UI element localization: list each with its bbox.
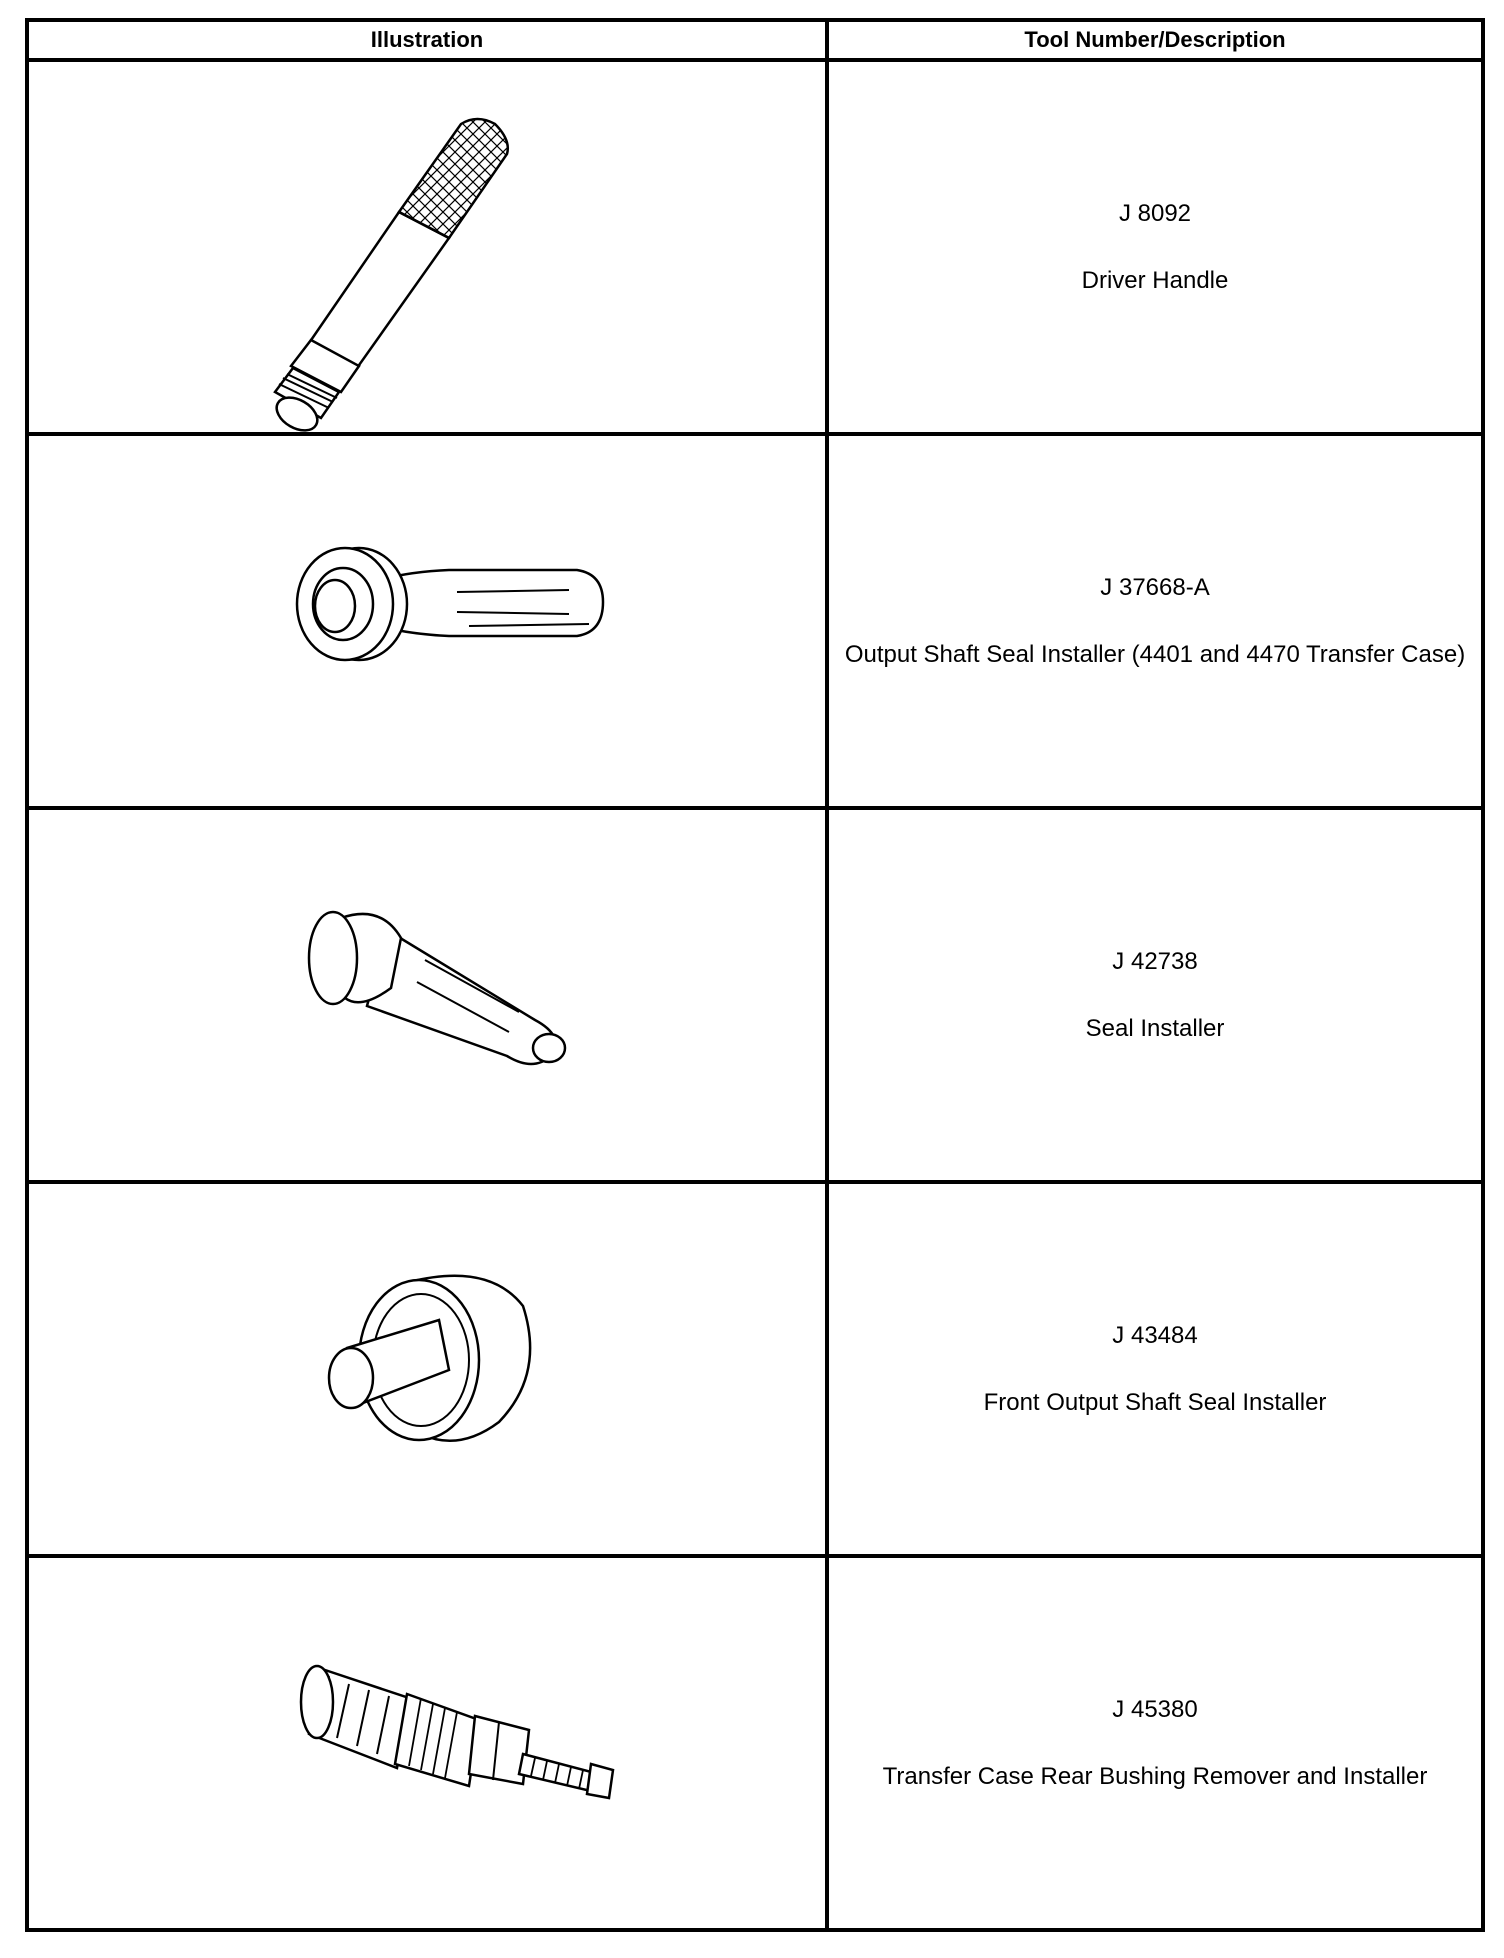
output-shaft-seal-installer-illustration xyxy=(29,436,829,806)
description-cell xyxy=(827,1556,1483,1930)
description-cell xyxy=(827,808,1483,1182)
illustration-cell xyxy=(27,808,827,1182)
tool-number: J 45380 xyxy=(1112,1695,1198,1723)
tool-description: Front Output Shaft Seal Installer xyxy=(983,1388,1327,1416)
tool-description: Driver Handle xyxy=(1081,266,1229,294)
table-row xyxy=(27,60,1483,434)
header-row xyxy=(27,20,1483,60)
tool-number: J 37668-A xyxy=(1100,573,1210,601)
description-cell xyxy=(827,1182,1483,1556)
tool-number: J 8092 xyxy=(1118,199,1192,227)
illustration-cell xyxy=(27,1182,827,1556)
tool-number: J 43484 xyxy=(1112,1321,1198,1349)
table-row xyxy=(27,1182,1483,1556)
tool-description: Output Shaft Seal Installer (4401 and 4470 Transfer Case) xyxy=(844,640,1466,668)
description-cell xyxy=(827,434,1483,808)
illustration-header: Illustration xyxy=(27,20,827,60)
tool-number: J 42738 xyxy=(1112,947,1198,975)
description-cell xyxy=(827,60,1483,434)
table-row xyxy=(27,434,1483,808)
special-tools-table xyxy=(25,18,1485,1932)
front-output-shaft-seal-installer-illustration xyxy=(29,1184,829,1554)
description-header: Tool Number/Description xyxy=(827,20,1483,60)
tool-description: Transfer Case Rear Bushing Remover and Installer xyxy=(882,1762,1428,1790)
table-row xyxy=(27,1556,1483,1930)
table-row xyxy=(27,808,1483,1182)
illustration-cell xyxy=(27,60,827,434)
rear-bushing-remover-installer-illustration xyxy=(29,1558,829,1928)
tool-description: Seal Installer xyxy=(1085,1014,1225,1042)
illustration-cell xyxy=(27,434,827,808)
driver-handle-illustration xyxy=(29,62,829,432)
seal-installer-illustration xyxy=(29,810,829,1180)
illustration-cell xyxy=(27,1556,827,1930)
